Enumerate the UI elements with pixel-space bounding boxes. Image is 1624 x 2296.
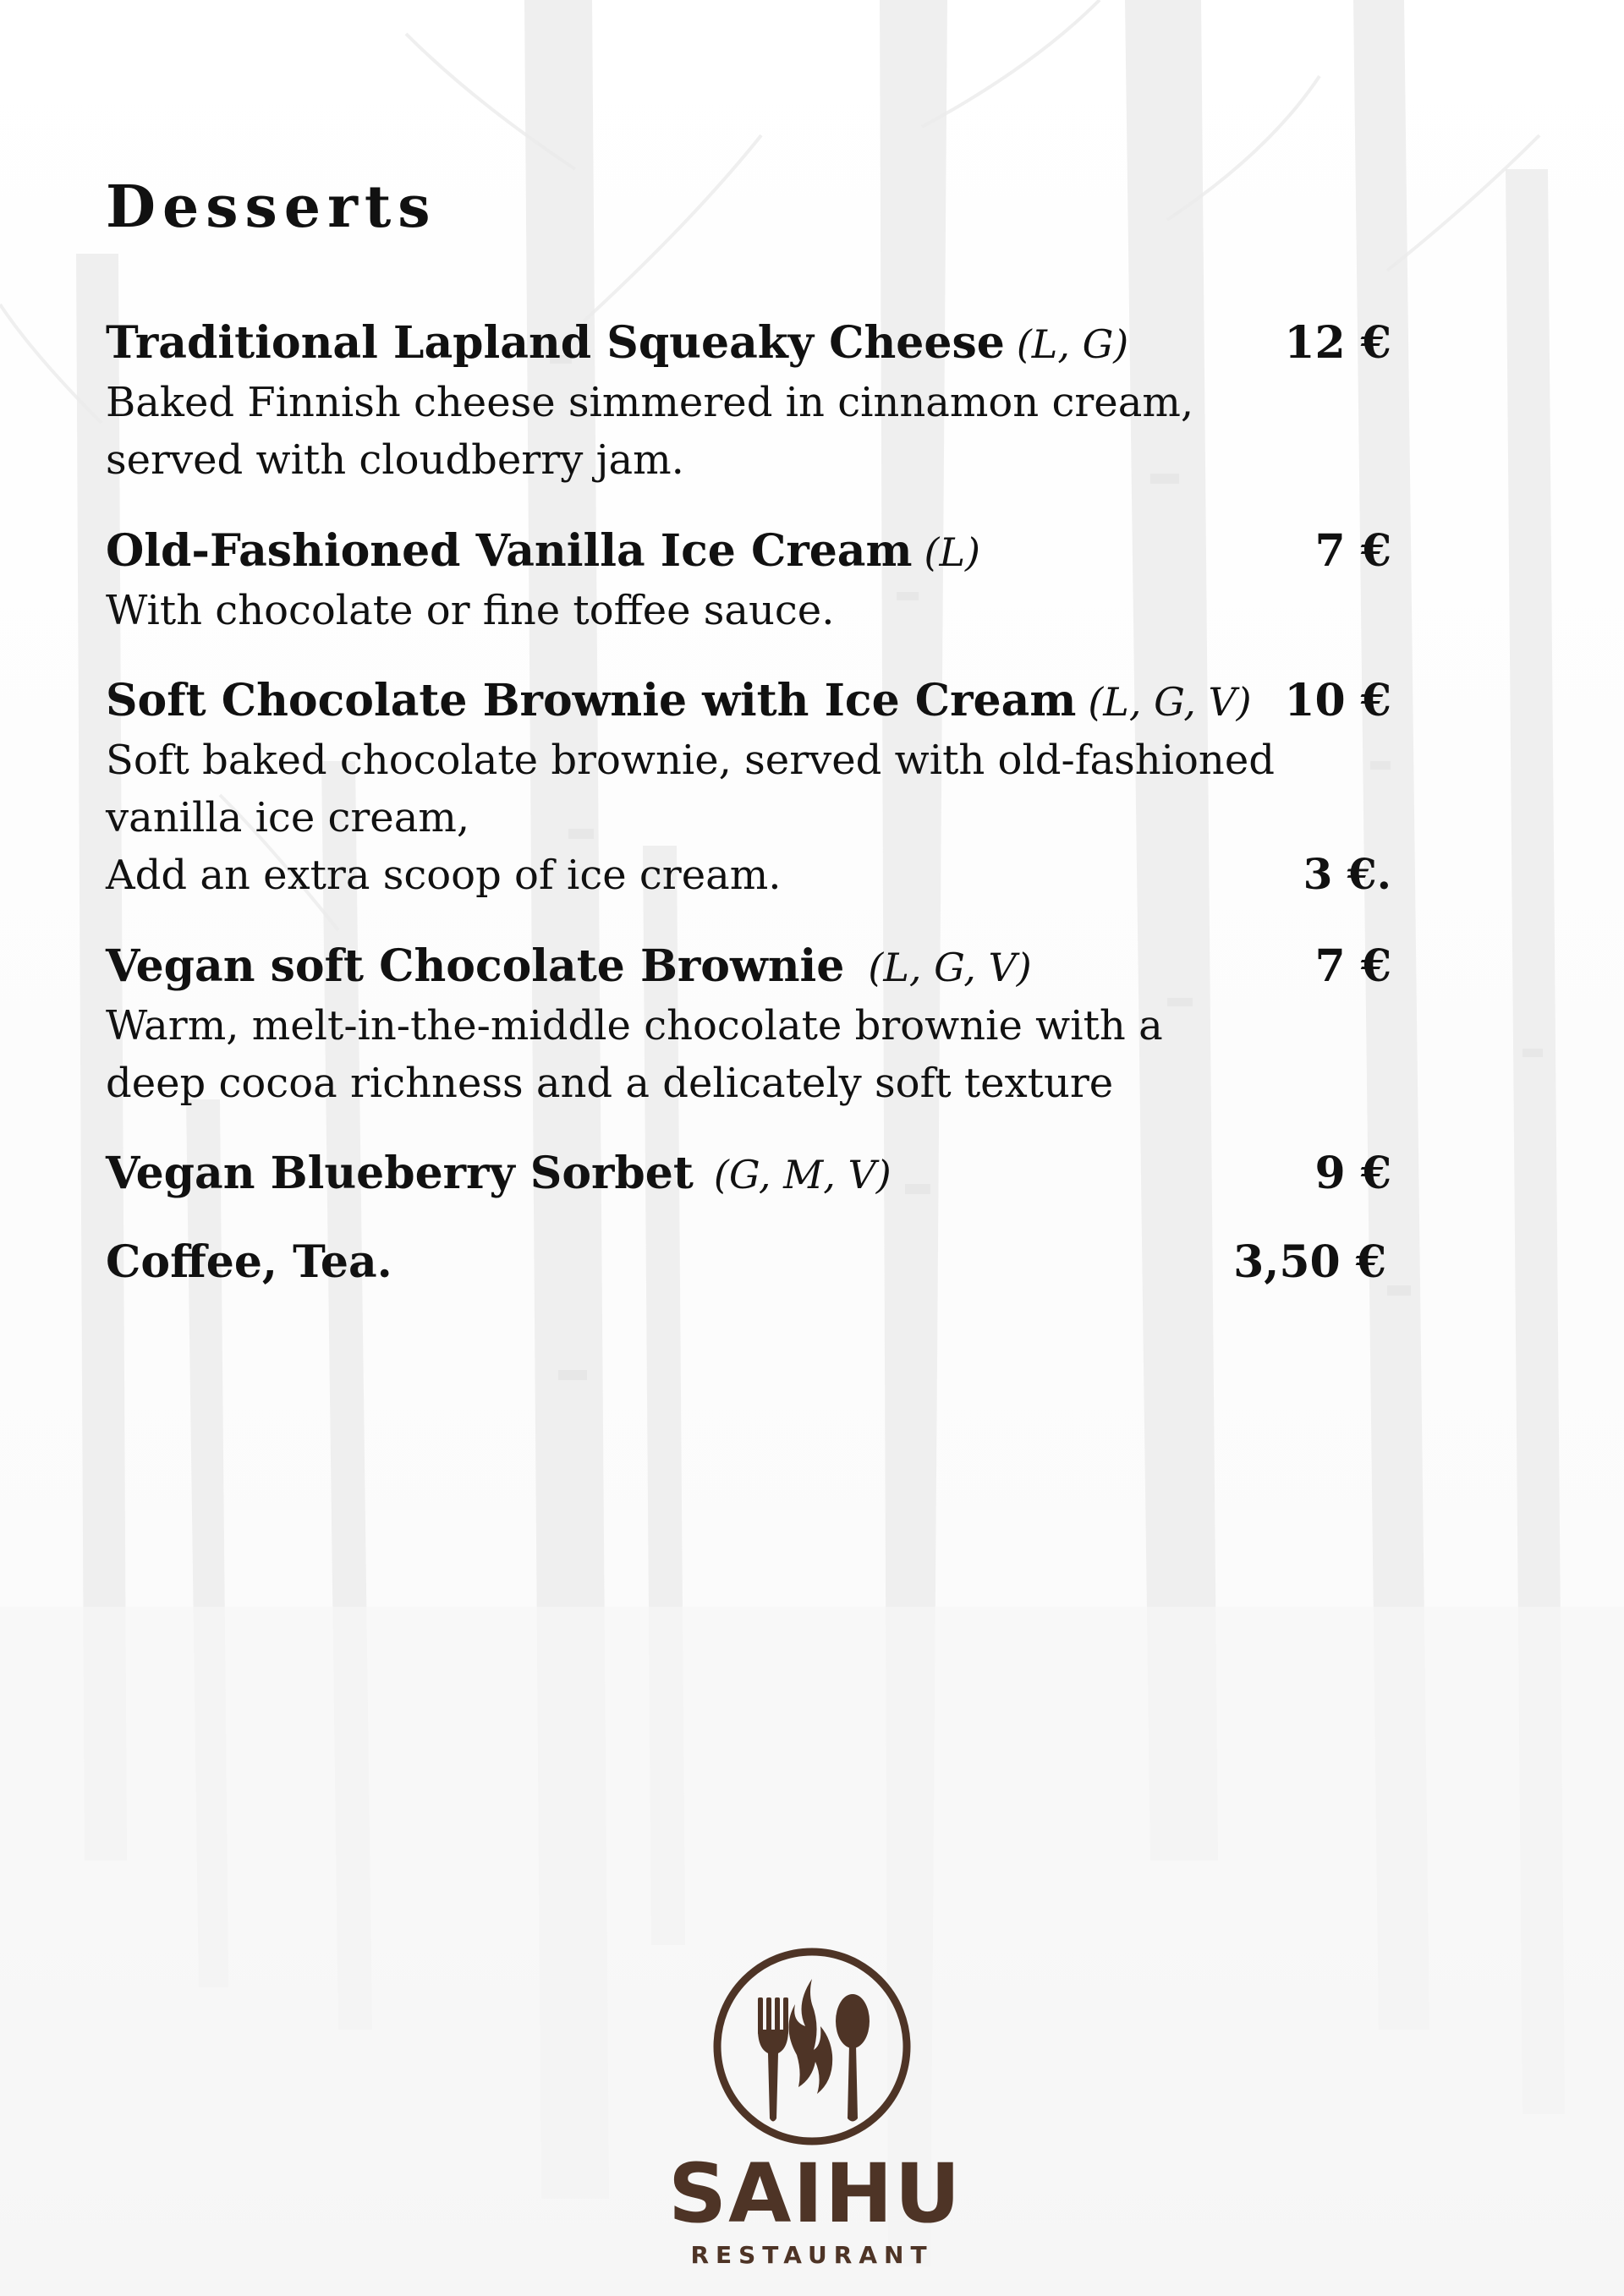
menu-item-price: 7 €: [1314, 940, 1391, 992]
logo-subtitle: RESTAURANT: [690, 2241, 934, 2269]
menu-item: [106, 671, 1391, 904]
menu-item-name-row: [106, 1144, 1391, 1204]
description-line: With chocolate or fine toffee sauce.: [106, 587, 835, 634]
page-title: Desserts: [106, 173, 437, 241]
menu-item-name-row: [106, 671, 1391, 732]
menu-item-name: Soft Chocolate Brownie with Ice Cream: [106, 675, 1077, 726]
restaurant-logo: [668, 1945, 963, 2283]
menu-item-price: 7 €: [1314, 525, 1391, 577]
menu-item-description: [106, 582, 1391, 639]
description-line: Add an extra scoop of ice cream.: [106, 852, 782, 899]
description-line: Soft baked chocolate brownie, served with old-fashioned: [106, 737, 1275, 784]
menu-item: [106, 937, 1391, 1112]
menu-item-name-row: [106, 937, 1391, 997]
menu-item: [106, 1233, 1391, 1292]
menu-item-name: Traditional Lapland Squeaky Cheese: [106, 317, 1005, 369]
menu-item-name-row: [106, 522, 1391, 582]
description-line: Baked Finnish cheese simmered in cinnamon cream,: [106, 379, 1194, 426]
menu-item-tags: (L): [924, 529, 980, 575]
menu-item-description: [106, 374, 1391, 489]
menu-item: [106, 1144, 1391, 1204]
menu-item-price: 10 €: [1284, 675, 1391, 726]
logo-name: SAIHU: [668, 2146, 963, 2241]
menu-item-price: 3,50 €: [1233, 1236, 1386, 1288]
menu-item-name: Old-Fashioned Vanilla Ice Cream: [106, 525, 913, 577]
menu-item-name-row: [106, 314, 1391, 374]
menu-item-price: 9 €: [1314, 1148, 1391, 1199]
menu-item-tags: (G, M, V): [713, 1152, 892, 1197]
menu-item-price: 12 €: [1284, 317, 1391, 369]
menu-item: [106, 314, 1391, 489]
menu-item-description: [106, 997, 1391, 1112]
menu-item-tags: (L, G, V): [868, 945, 1032, 990]
extra-scoop-price: 3 €.: [1303, 849, 1391, 899]
menu-item-tags: (L, G, V): [1088, 679, 1252, 725]
menu-item-tags: (L, G): [1016, 321, 1129, 367]
menu-item-description: [106, 732, 1391, 904]
description-line: vanilla ice cream,: [106, 794, 470, 841]
menu-item: [106, 522, 1391, 639]
description-line: served with cloudberry jam.: [106, 436, 684, 484]
menu-item-name: Vegan soft Chocolate Brownie: [106, 940, 845, 992]
description-line: deep cocoa richness and a delicately soft texture: [106, 1060, 1114, 1107]
menu-item-name: Coffee, Tea.: [106, 1236, 392, 1288]
menu-item-name-row: [106, 1233, 1391, 1292]
description-line: Warm, melt-in-the-middle chocolate brownie with a: [106, 1002, 1163, 1049]
fork-flame-spoon-icon: [710, 1945, 914, 2148]
menu-item-name: Vegan Blueberry Sorbet: [106, 1148, 694, 1199]
